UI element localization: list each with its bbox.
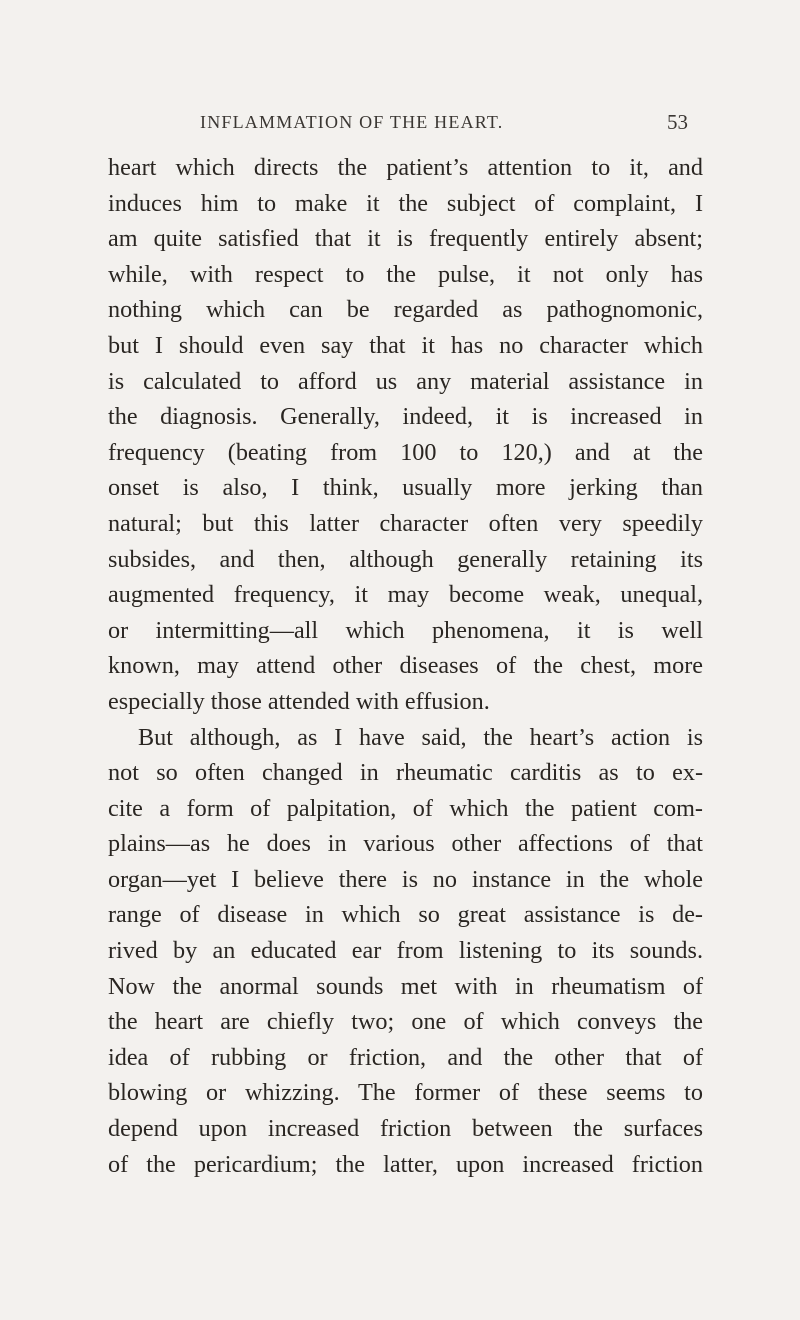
text-line: augmented frequency, it may become weak, unequal,	[108, 581, 703, 609]
text-line: or intermitting—all which phenomena, it is well	[108, 616, 703, 644]
page-number: 53	[667, 110, 688, 134]
text-line: induces him to make it the subject of complaint, I	[108, 189, 703, 217]
text-line: heart which directs the patient’s attention to it, and	[108, 154, 703, 181]
text-line: is calculated to afford us any material assistance in	[108, 367, 703, 395]
text-line: but I should even say that it has no character which	[108, 331, 703, 359]
running-head: INFLAMMATION OF THE HEART.	[200, 112, 504, 132]
text-line: natural; but this latter character often very speedily	[108, 509, 703, 537]
text-line: onset is also, I think, usually more jerking than	[108, 474, 703, 502]
text-line: of the pericardium; the latter, upon increased friction	[108, 1150, 703, 1178]
text-line: the heart are chiefly two; one of which conveys the	[108, 1008, 703, 1036]
text-line: plains—as he does in various other affections of that	[108, 830, 703, 858]
text-line: cite a form of palpitation, of which the patient com-	[108, 794, 703, 822]
text-line: nothing which can be regarded as pathognomonic,	[108, 296, 703, 324]
body-text	[108, 150, 703, 1182]
text-line: known, may attend other diseases of the chest, more	[108, 652, 703, 680]
page-header	[0, 112, 800, 142]
text-line: rived by an educated ear from listening to its sounds.	[108, 937, 703, 965]
text-line: range of disease in which so great assistance is de-	[108, 901, 703, 929]
text-line: the diagnosis. Generally, indeed, it is increased in	[108, 403, 703, 431]
text-line: Now the anormal sounds met with in rheumatism of	[108, 972, 703, 1000]
text-line: especially those attended with effusion.	[108, 687, 490, 715]
text-line: frequency (beating from 100 to 120,) and at the	[108, 438, 703, 466]
text-line: while, with respect to the pulse, it not only has	[108, 260, 703, 288]
text-line: am quite satisfied that it is frequently entirely absent;	[108, 225, 703, 253]
text-line: blowing or whizzing. The former of these seems to	[108, 1079, 703, 1107]
text-line: depend upon increased friction between the surfaces	[108, 1115, 703, 1143]
text-line: not so often changed in rheumatic carditis as to ex-	[108, 759, 703, 787]
text-line: organ—yet I believe there is no instance in the whole	[108, 865, 703, 893]
text-line: subsides, and then, although generally retaining its	[108, 545, 703, 573]
text-line: idea of rubbing or friction, and the other that of	[108, 1043, 703, 1071]
text-line: But although, as I have said, the heart’s action is	[138, 723, 703, 751]
